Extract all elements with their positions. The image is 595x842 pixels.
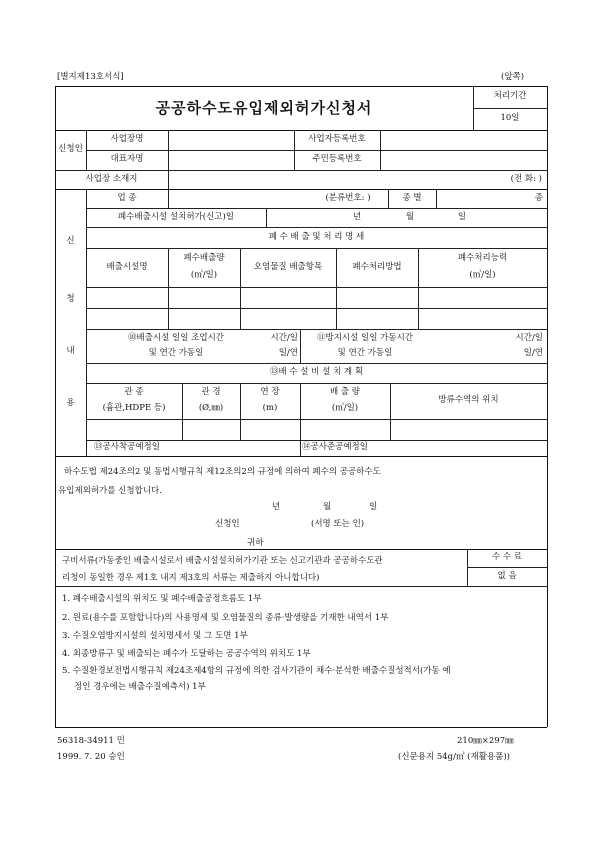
documents-intro-line-1: 구비서류(가동중인 배출시설로서 배출시설설치허가기관 또는 신고기관과 공공하수도관 (62, 556, 383, 566)
industry-field[interactable] (168, 189, 308, 208)
statement-year-label: 년 (272, 502, 281, 512)
business-reg-no-label: 사업자등록번호 (308, 134, 366, 145)
processing-period-label: 처리기간 (493, 91, 527, 102)
classification-number: (분류번호: ) (325, 192, 371, 203)
col-discharge-location: 방류수역의 위치 (438, 395, 499, 406)
col-pipe-type-note: (흄관,HDPE 등) (102, 403, 166, 414)
col-pollutant-items: 오염물질 배출항목 (253, 261, 323, 272)
col-pipe-diameter: 관 경 (201, 387, 221, 398)
discharge-row-2[interactable] (86, 308, 547, 329)
page-side-label: (앞쪽) (501, 72, 525, 82)
resident-reg-no-field[interactable] (380, 150, 547, 170)
form-title: 공공하수도유입제외허가신청서 (155, 98, 373, 117)
fee-label: 수 수 료 (491, 552, 523, 563)
col-pipe-length: 연 장 (260, 387, 280, 398)
form-number: [별지제13호서식] (57, 72, 124, 82)
permit-date-label: 폐수배출시설 설치허가(신고)일 (117, 211, 235, 222)
representative-label: 대표자명 (110, 154, 144, 165)
col-treatment-capacity-unit: (㎥/일) (469, 269, 496, 280)
operation-days-unit: 일/연 (278, 347, 298, 358)
col-flow-unit: (㎥/일) (331, 403, 359, 414)
content-group-char-2: 청 (66, 294, 75, 305)
signature-label: (서명 또는 인) (311, 519, 365, 529)
permit-day-label: 일 (457, 211, 467, 222)
col-treatment-capacity: 폐수처리능력 (457, 252, 508, 263)
resident-reg-no-label: 주민등록번호 (312, 154, 362, 165)
document-item-4: 4. 최종방류구 및 배출되는 폐수가 도달하는 공공수역의 위치도 1부 (62, 649, 311, 659)
statement-applicant-label: 신청인 (215, 519, 240, 529)
phone-label: (전 화: ) (510, 173, 542, 184)
business-name-field[interactable] (168, 130, 294, 150)
operation-hours-label: ⑩배출시설 일일 조업시간 (127, 332, 224, 343)
statement-line-1: 하수도법 제24조의2 및 동법시행규칙 제12조의2의 규정에 의하여 폐수의 공공하수도 (64, 467, 381, 477)
col-discharge-amount: 폐수배출량 (183, 252, 225, 263)
drainage-plan-row[interactable] (86, 419, 547, 440)
statement-month-label: 월 (323, 502, 332, 512)
statement-day-label: 일 (369, 502, 378, 512)
business-name-label: 사업장명 (110, 134, 144, 145)
document-item-5: 5. 수질환경보전법시행규칙 제24조제4항의 규정에 의한 검사기관이 채수·분석한 배출수질성적서(가동 예 (62, 666, 451, 676)
col-facility-name: 배출시설명 (106, 261, 148, 272)
col-pipe-diameter-unit: (Ø,㎜) (198, 403, 224, 414)
col-discharge-amount-unit: (㎥/일) (190, 269, 218, 280)
industry-label: 업 종 (117, 192, 137, 203)
document-item-1: 1. 폐수배출시설의 위치도 및 폐수배출공정흐름도 1부 (62, 594, 262, 604)
document-item-5-cont: 정인 경우에는 배출수질예측서) 1부 (74, 682, 206, 692)
drainage-plan-header: ⑬배 수 설 비 설 치 계 획 (269, 367, 364, 378)
content-group-char-3: 내 (66, 346, 75, 357)
document-item-2: 2. 원료(용수를 포함합니다)의 사용명세 및 오염물질의 종류·발생량을 기재한 내역서 1부 (62, 613, 389, 623)
prevention-hours-unit: 시간/일 (515, 332, 543, 343)
discharge-row-1[interactable] (86, 287, 547, 308)
content-group-char-4: 용 (66, 398, 75, 409)
permit-year-label: 년 (352, 211, 362, 222)
business-address-label: 사업장 소재지 (85, 173, 138, 184)
form-code: 56318-34911 민 (57, 736, 125, 746)
col-pipe-length-unit: (m) (262, 403, 278, 414)
construction-start-label: ⑬공사착공예정일 (94, 442, 160, 453)
construction-end-label: ⑭공사준공예정일 (302, 442, 368, 453)
processing-period-value: 10일 (500, 113, 520, 124)
col-treatment-method: 폐수처리방법 (352, 261, 402, 272)
fee-value: 없 음 (497, 570, 517, 581)
prevention-days-unit: 일/연 (523, 347, 543, 358)
representative-field[interactable] (168, 150, 294, 170)
operation-hours-unit: 시간/일 (270, 332, 298, 343)
kind-label: 종 별 (402, 192, 422, 203)
paper-type: (신문용지 54g/㎡ (재활용품)) (398, 752, 510, 762)
operation-days-label: 및 연간 가동일 (148, 347, 204, 358)
business-reg-no-field[interactable] (380, 130, 547, 150)
col-flow: 배 출 량 (329, 387, 361, 398)
content-group-char-1: 신 (66, 236, 75, 247)
discharge-header: 폐 수 배 출 및 처 리 명 세 (268, 231, 365, 242)
prevention-days-label: 및 연간 가동일 (337, 347, 393, 358)
kind-unit: 종 (534, 192, 543, 203)
col-pipe-type: 관 종 (124, 387, 144, 398)
documents-intro-line-2: 리청이 동일한 경우 제1호 내지 제3호의 서류는 제출하지 아니합니다) (62, 573, 320, 583)
document-item-3: 3. 수질오염방지시설의 설치명세서 및 그 도면 1부 (62, 631, 248, 641)
addressee-label: 귀하 (247, 538, 264, 548)
prevention-hours-label: ⑪방지시설 일일 가동시간 (316, 332, 413, 343)
applicant-group-label: 신청인 (58, 144, 83, 155)
permit-month-label: 월 (405, 211, 415, 222)
paper-size: 210㎜×297㎜ (457, 736, 514, 746)
statement-line-2: 유입제외허가를 신청합니다. (58, 486, 162, 496)
approval-date: 1999. 7. 20 승인 (57, 752, 125, 762)
